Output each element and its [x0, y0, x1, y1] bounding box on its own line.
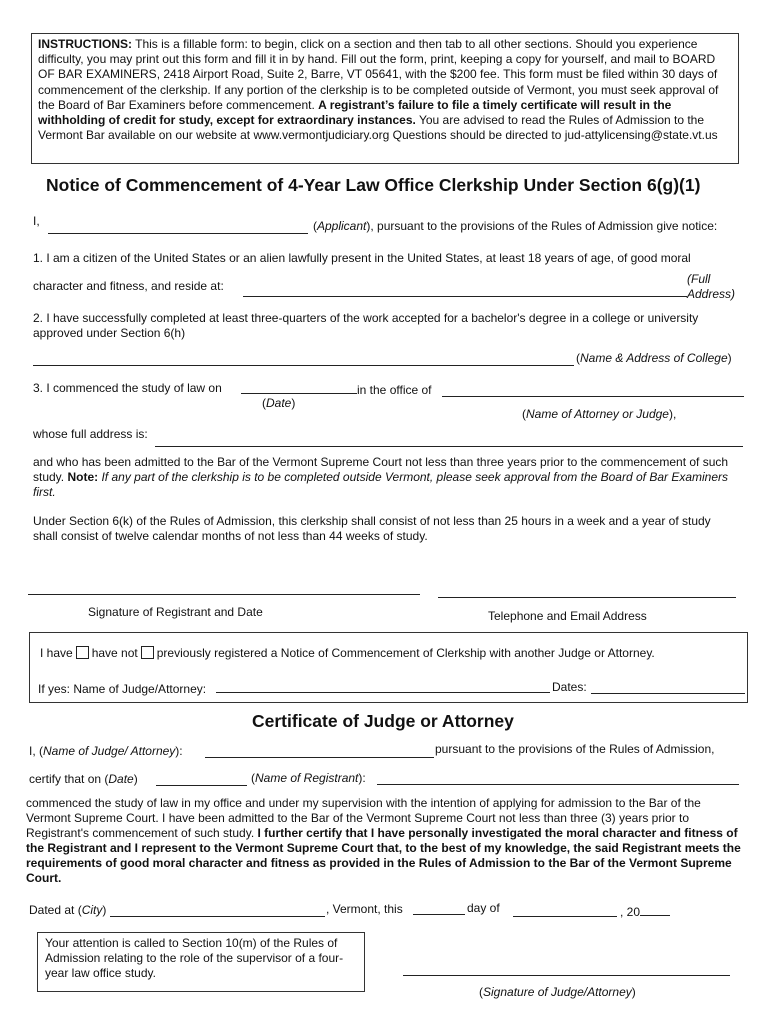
applicant-prefix: I,	[33, 214, 40, 228]
date-label: Date	[266, 396, 292, 410]
date-caption: (Date)	[262, 396, 296, 410]
day-of-text: day of	[467, 901, 500, 915]
instructions-text: This is a fillable form: to begin, click on a section and then tab to all other sections. Should you experience difficulty, you may print out this form and fill it in by hand. Fill out the form, print, keeping a copy for yourself, and mail to BOARD OF BAR EXAMINERS, 2418 Airport Road, Suite 2, Barre, VT 05641, with the $200 fee. This form must be filed within 30 days of commencement of the clerkship. If any portion of the clerkship is to be completed outside of Vermont, you must seek approval of the Board of Bar Examiners before commencement.	[38, 37, 719, 112]
applicant-suffix: ), pursuant to the provisions of the Rules of Admission give notice:	[366, 219, 718, 233]
attorney-caption: (Name of Attorney or Judge),	[522, 407, 677, 421]
registrant-signature-field[interactable]	[28, 594, 420, 595]
prior-row	[40, 646, 655, 660]
certificate-body	[26, 796, 744, 886]
address-text: whose full address is:	[33, 427, 148, 441]
address-field[interactable]	[243, 296, 687, 297]
if-yes-label: If yes: Name of Judge/Attorney:	[38, 682, 207, 696]
office-text: in the office of	[357, 383, 432, 397]
start-date-field[interactable]	[241, 393, 357, 394]
contact-field[interactable]	[438, 597, 736, 598]
registrant-name-field[interactable]	[377, 784, 739, 785]
certificate-body-text: commenced the study of law in my office and under my supervision with the intention of applying for admission to the Bar of the Vermont Supreme Court. I have been admitted to the Bar of the Vermont Supreme Court not less than three (3) years prior to Registrant's commencement of such study.	[26, 796, 701, 840]
certify-date-field[interactable]	[156, 785, 247, 786]
note-text: If any part of the clerkship is to be completed outside Vermont, please seek approval from the Board of Bar Examiners first.	[33, 470, 729, 499]
note-lead: Note:	[67, 470, 99, 484]
prior-dates-field[interactable]	[591, 693, 745, 694]
form-title: Notice of Commencement of 4-Year Law Office Clerkship Under Section 6(g)(1)	[46, 175, 701, 195]
registrant-signature-label: Signature of Registrant and Date	[88, 605, 263, 619]
judge-label: Name of Judge/ Attorney	[43, 744, 176, 758]
judge-signature-field[interactable]	[403, 975, 730, 976]
section-6k-text: Under Section 6(k) of the Rules of Admission, this clerkship shall consist of not less than 25 hours in a week and a year of study shall consist of twelve calendar months of not less than 44 weeks of study.	[33, 514, 711, 543]
certificate-body-bold: I further certify that I have personally investigated the moral character and fitness of the Registrant and I represent to the Vermont Supreme Court that, to the best of my knowledge, the said Registrant meets the requirements of good moral character and fitness as provided in the Rules of Admission to the Bar of the Vermont Supreme Court.	[26, 826, 741, 885]
dated-caption: Dated at (City)	[29, 903, 107, 917]
pursuant-text: pursuant to the provisions of the Rules of Admission,	[435, 742, 715, 756]
prior-rest-text: previously registered a Notice of Commencement of Clerkship with another Judge or Attorney.	[156, 646, 655, 660]
year-field[interactable]	[640, 915, 670, 916]
address-label-a: (Full	[687, 272, 711, 286]
instructions-box	[31, 33, 739, 164]
registrant-caption: (Name of Registrant):	[251, 771, 366, 785]
instructions-lead: INSTRUCTIONS:	[38, 37, 132, 51]
item1-text-b: character and fitness, and reside at:	[33, 279, 224, 293]
vermont-text: , Vermont, this	[326, 902, 403, 916]
item2-text: 2. I have successfully completed at least three-quarters of the work accepted for a bachelor's degree in a college or university approved under Section 6(h)	[33, 311, 699, 340]
applicant-name-field[interactable]	[48, 233, 308, 234]
instructions-warning: A registrant’s failure to file a timely certificate will result in the withholding of credit for study, except for extraordinary instances.	[38, 97, 672, 128]
admitted-body: and who has been admitted to the Bar of the Vermont Supreme Court not less than three years prior to the commencement of such study.	[33, 455, 729, 484]
registrant-label: Name of Registrant	[255, 771, 359, 785]
item1-text: 1. I am a citizen of the United States or an alien lawfully present in the United States, at least 18 years of age, of good moral	[33, 251, 691, 265]
judge-name-caption	[29, 744, 183, 758]
attorney-label: Name of Attorney or Judge	[526, 407, 669, 421]
have-not-checkbox[interactable]	[141, 646, 154, 659]
contact-label: Telephone and Email Address	[488, 609, 647, 623]
certify-caption: certify that on (Date)	[29, 772, 138, 786]
instructions-text-2: You are advised to read the Rules of Admission to the Vermont Bar available on our website at www.vermontjudiciary.org Questions should be directed to jud-attylicensing@state.vt.us	[38, 113, 718, 143]
year-text: , 20	[620, 905, 641, 919]
have-not-text: have not	[91, 646, 138, 660]
attorney-field[interactable]	[442, 396, 744, 397]
i-have-text: I have	[40, 646, 73, 660]
certificate-title: Certificate of Judge or Attorney	[252, 711, 514, 731]
address-label-b: Address)	[687, 287, 736, 301]
judge-suffix: ):	[175, 744, 183, 758]
day-field[interactable]	[413, 914, 465, 915]
have-checkbox[interactable]	[76, 646, 89, 659]
city-label: City	[81, 903, 103, 917]
judge-prefix: I, (	[29, 744, 43, 758]
judge-name-field[interactable]	[205, 757, 434, 758]
college-label: Name & Address of College	[580, 351, 728, 365]
dates-label: Dates:	[552, 680, 587, 694]
admitted-text	[33, 455, 745, 500]
college-field[interactable]	[33, 365, 574, 366]
attorney-address-field[interactable]	[155, 446, 743, 447]
applicant-label: Applicant	[317, 219, 367, 233]
applicant-caption: (Applicant), pursuant to the provisions of the Rules of Admission give notice:	[313, 219, 718, 233]
city-field[interactable]	[110, 916, 325, 917]
judge-signature-caption: (Signature of Judge/Attorney)	[479, 985, 636, 999]
prior-judge-field[interactable]	[216, 692, 550, 693]
certify-date-label: Date	[108, 772, 134, 786]
item3-text: 3. I commenced the study of law on	[33, 381, 222, 395]
attention-box: Your attention is called to Section 10(m) of the Rules of Admission relating to the role of the supervisor of a four-year law office study.	[37, 932, 365, 992]
dated-at-text: Dated at (	[29, 903, 82, 917]
certify-text: certify that on (	[29, 772, 109, 786]
month-field[interactable]	[513, 916, 617, 917]
judge-signature-label: Signature of Judge/Attorney	[483, 985, 632, 999]
college-caption: (Name & Address of College)	[576, 351, 732, 365]
